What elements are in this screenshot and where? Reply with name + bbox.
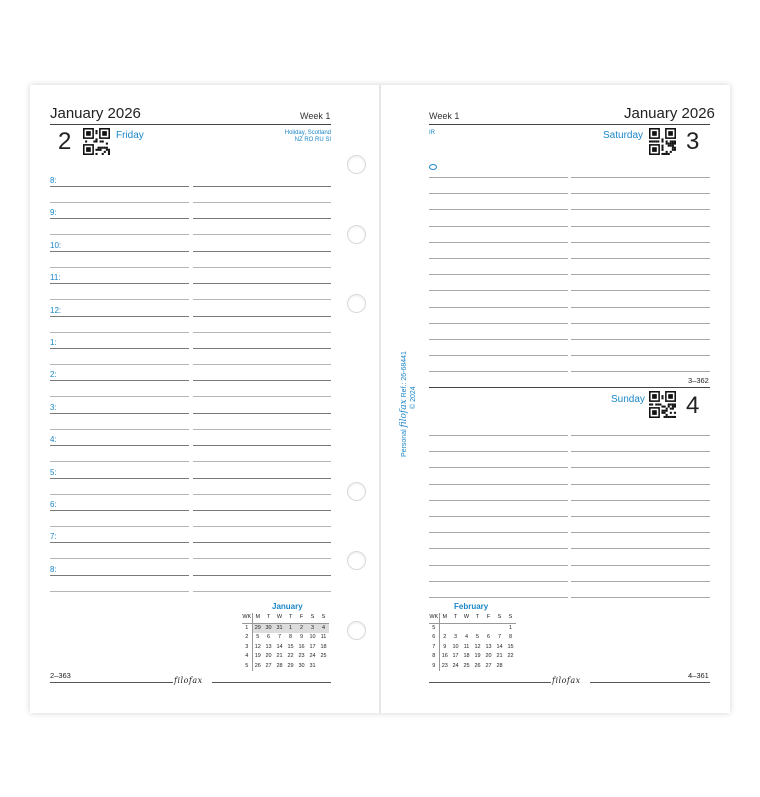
calendar-day-cell: 13: [485, 643, 492, 650]
writing-line: [193, 316, 331, 317]
saturday-name: Saturday: [603, 130, 644, 141]
calendar-header-cell: W: [274, 613, 285, 623]
writing-line: [193, 494, 331, 495]
writing-line: [571, 355, 710, 356]
calendar-day-cell: 8: [288, 634, 293, 640]
writing-line: [571, 290, 710, 291]
writing-line: [50, 510, 189, 511]
calendar-day-cell: 28: [276, 662, 283, 669]
time-label: 4:: [50, 435, 57, 445]
calendar-day-cell: 26: [474, 662, 481, 669]
calendar-day-cell: 15: [287, 643, 294, 650]
calendar-day-cell: 27: [265, 662, 272, 669]
writing-line: [50, 234, 189, 235]
writing-line: [50, 494, 189, 495]
writing-line: [429, 500, 568, 501]
calendar-day-cell: 29: [287, 662, 294, 669]
writing-line: [50, 526, 189, 527]
calendar-day-cell: 28: [496, 662, 503, 669]
writing-line: [50, 591, 189, 592]
calendar-day-cell: [450, 623, 461, 633]
writing-line: [571, 226, 710, 227]
writing-line: [193, 202, 331, 203]
writing-line: [429, 581, 568, 582]
writing-line: [429, 548, 568, 549]
calendar-header-cell: T: [285, 613, 296, 623]
qr-code-icon: [649, 128, 676, 155]
calendar-day-cell: 14: [496, 643, 503, 650]
writing-line: [571, 307, 710, 308]
week-number-cell: 7: [429, 643, 439, 653]
calendar-day-cell: 5: [256, 634, 260, 640]
week-number-cell: 5: [242, 662, 252, 672]
page-footer-number: 4–361: [688, 671, 709, 680]
calendar-day-cell: 4: [464, 634, 469, 640]
writing-line: [429, 274, 568, 275]
calendar-day-cell: 22: [507, 653, 514, 659]
writing-line: [50, 575, 189, 576]
time-label: 8:: [50, 564, 57, 574]
footer-rule: [50, 682, 173, 683]
writing-line: [429, 226, 568, 227]
writing-line: [429, 209, 568, 210]
writing-line: [429, 339, 568, 340]
writing-line: [193, 364, 331, 365]
calendar-header-cell: S: [505, 613, 516, 623]
day-name: Friday: [116, 130, 144, 141]
week-number-cell: 5: [429, 623, 439, 633]
writing-line: [50, 413, 189, 414]
calendar-day-cell: [472, 623, 483, 633]
writing-line: [429, 516, 568, 517]
calendar-day-cell: 16: [441, 653, 448, 659]
writing-line: [571, 242, 710, 243]
writing-line: [50, 396, 189, 397]
calendar-day-cell: 18: [320, 643, 327, 650]
calendar-day-cell: 13: [265, 643, 272, 650]
calendar-day-cell: 27: [485, 662, 492, 669]
binder-hole: [347, 294, 366, 313]
writing-line: [571, 597, 710, 598]
calendar-day-cell: 20: [265, 653, 272, 659]
writing-line: [193, 218, 331, 219]
calendar-day-cell: 25: [463, 662, 470, 669]
page-footer-number: 2–363: [50, 671, 71, 680]
time-label: 1:: [50, 338, 57, 347]
writing-line: [50, 316, 189, 317]
writing-line: [429, 565, 568, 566]
qr-code-icon: [83, 128, 110, 155]
writing-line: [571, 435, 710, 436]
month-title: January 2026: [624, 105, 715, 122]
month-title: January 2026: [50, 105, 141, 122]
writing-line: [571, 274, 710, 275]
calendar-day-cell: 24: [309, 653, 316, 659]
spine-size: Personal: [401, 429, 408, 457]
writing-line: [50, 283, 189, 284]
writing-line: [429, 451, 568, 452]
writing-line: [193, 445, 331, 446]
writing-line: [50, 348, 189, 349]
calendar-header-cell: M: [252, 613, 263, 623]
calendar-day-cell: 12: [474, 643, 481, 650]
calendar-day-cell: 30: [263, 623, 274, 633]
calendar-day-cell: 6: [266, 634, 271, 640]
calendar-day-cell: 29: [252, 623, 263, 633]
calendar-day-cell: 11: [463, 643, 470, 650]
week-number-cell: 1: [242, 623, 252, 633]
calendar-day-cell: 31: [309, 662, 316, 669]
binder-hole: [347, 621, 366, 640]
calendar-day-cell: 8: [508, 634, 513, 640]
calendar-header-cell: F: [483, 613, 494, 623]
saturday-footer-number: 3–362: [688, 376, 709, 385]
writing-line: [50, 218, 189, 219]
mini-calendar-title: February: [454, 602, 489, 611]
sunday-number: 4: [686, 392, 700, 419]
writing-line: [193, 234, 331, 235]
calendar-header-cell: T: [450, 613, 461, 623]
writing-line: [571, 371, 710, 372]
writing-line: [193, 526, 331, 527]
circle-marker-icon: [429, 164, 437, 170]
writing-line: [571, 516, 710, 517]
calendar-day-cell: 23: [298, 653, 305, 659]
calendar-day-cell: 1: [508, 624, 513, 631]
spine-copyright: © 2024: [410, 386, 417, 409]
writing-line: [193, 267, 331, 268]
calendar-header-cell: W: [461, 613, 472, 623]
calendar-day-cell: 19: [254, 653, 261, 659]
time-label: 3:: [50, 402, 57, 412]
left-page: [30, 85, 379, 713]
writing-line: [193, 299, 331, 300]
writing-line: [429, 307, 568, 308]
writing-line: [193, 251, 331, 252]
time-label: 5:: [50, 467, 57, 477]
writing-line: [193, 380, 331, 381]
calendar-day-cell: 31: [274, 623, 285, 633]
calendar-day-cell: [483, 623, 494, 633]
writing-line: [571, 209, 710, 210]
time-label: 8:: [50, 176, 57, 185]
footer-rule: [212, 682, 331, 683]
sunday-name: Sunday: [611, 394, 645, 405]
writing-line: [571, 548, 710, 549]
writing-line: [571, 258, 710, 259]
calendar-day-cell: 23: [441, 662, 448, 669]
calendar-header-cell: T: [263, 613, 274, 623]
calendar-day-cell: 19: [474, 653, 481, 659]
writing-line: [193, 332, 331, 333]
calendar-day-cell: 2: [443, 634, 447, 640]
mini-calendar-table: [242, 613, 329, 671]
mini-calendar-january: [242, 602, 342, 672]
calendar-day-cell: [505, 662, 516, 672]
calendar-day-cell: 26: [254, 662, 261, 669]
calendar-day-cell: 9: [299, 634, 304, 640]
writing-line: [50, 299, 189, 300]
writing-line: [429, 193, 568, 194]
qr-code-icon: [649, 391, 676, 418]
writing-line: [429, 290, 568, 291]
writing-line: [50, 542, 189, 543]
writing-line: [50, 558, 189, 559]
writing-line: [50, 364, 189, 365]
time-label: 7:: [50, 532, 57, 542]
writing-line: [571, 177, 710, 178]
calendar-day-cell: 12: [254, 643, 261, 650]
writing-line: [429, 467, 568, 468]
binder-hole: [347, 155, 366, 174]
calendar-day-cell: 17: [452, 653, 459, 659]
mini-calendar-title: January: [272, 602, 303, 611]
mini-calendar-february: [429, 602, 529, 672]
writing-line: [571, 339, 710, 340]
time-label: 9:: [50, 208, 57, 218]
writing-line: [429, 484, 568, 485]
time-label: 6:: [50, 500, 57, 509]
writing-line: [571, 565, 710, 566]
time-label: 12:: [50, 305, 62, 315]
writing-line: [193, 542, 331, 543]
planner-spread: [30, 85, 730, 713]
writing-line: [429, 532, 568, 533]
writing-line: [429, 258, 568, 259]
writing-line: [193, 429, 331, 430]
calendar-day-cell: [461, 623, 472, 633]
brand-logo: filofax: [552, 676, 581, 685]
calendar-day-cell: 3: [453, 634, 458, 640]
calendar-day-cell: 1: [285, 623, 296, 633]
writing-line: [50, 478, 189, 479]
writing-line: [193, 413, 331, 414]
writing-line: [193, 461, 331, 462]
writing-line: [193, 186, 331, 187]
spine-ref: Ref.: 26-68441: [401, 351, 408, 398]
calendar-day-cell: [318, 662, 329, 672]
time-label: 11:: [50, 273, 61, 283]
writing-line: [193, 283, 331, 284]
calendar-header-cell: S: [494, 613, 505, 623]
calendar-day-cell: 20: [485, 653, 492, 659]
right-page: [381, 85, 730, 713]
writing-line: [50, 429, 189, 430]
week-number-cell: 8: [429, 652, 439, 662]
calendar-day-cell: [439, 623, 450, 633]
calendar-header-cell: WK: [429, 613, 439, 623]
calendar-day-cell: 24: [452, 662, 459, 669]
sunday-divider: [429, 387, 710, 388]
writing-line: [571, 451, 710, 452]
calendar-day-cell: 10: [452, 643, 459, 650]
calendar-day-cell: [494, 623, 505, 633]
writing-line: [50, 202, 189, 203]
calendar-day-cell: 21: [496, 653, 503, 659]
calendar-day-cell: 18: [463, 653, 470, 659]
writing-line: [193, 558, 331, 559]
writing-line: [193, 510, 331, 511]
writing-line: [571, 193, 710, 194]
calendar-day-cell: 15: [507, 643, 514, 650]
holiday-note: Holiday, Scotland: [284, 130, 331, 136]
writing-line: [50, 461, 189, 462]
time-label: 10:: [50, 240, 62, 250]
binder-hole: [347, 482, 366, 501]
footer-rule: [429, 682, 551, 683]
writing-line: [50, 251, 189, 252]
writing-line: [571, 484, 710, 485]
calendar-header-cell: T: [472, 613, 483, 623]
saturday-number: 3: [686, 128, 700, 155]
writing-line: [50, 380, 189, 381]
calendar-day-cell: 10: [309, 634, 316, 640]
binder-hole: [347, 551, 366, 570]
calendar-day-cell: 9: [443, 643, 447, 650]
calendar-day-cell: 14: [276, 643, 283, 650]
calendar-day-cell: 17: [309, 643, 316, 650]
writing-line: [429, 597, 568, 598]
footer-rule: [590, 682, 710, 683]
calendar-header-cell: F: [296, 613, 307, 623]
week-number-cell: 6: [429, 633, 439, 643]
writing-line: [429, 355, 568, 356]
writing-line: [429, 242, 568, 243]
calendar-day-cell: 3: [307, 623, 318, 633]
day-number: 2: [58, 128, 72, 155]
writing-line: [50, 267, 189, 268]
writing-line: [571, 532, 710, 533]
header-rule: [429, 124, 710, 125]
week-label: Week 1: [429, 111, 460, 121]
brand-logo: filofax: [174, 676, 203, 685]
mini-calendar-table: [429, 613, 516, 671]
writing-line: [193, 575, 331, 576]
calendar-day-cell: 25: [320, 653, 327, 659]
calendar-day-cell: 4: [318, 623, 329, 633]
calendar-header-cell: S: [307, 613, 318, 623]
calendar-day-cell: 5: [475, 634, 480, 640]
week-number-cell: 4: [242, 652, 252, 662]
calendar-day-cell: 6: [486, 634, 491, 640]
calendar-day-cell: 22: [287, 653, 294, 659]
calendar-day-cell: 21: [276, 653, 283, 659]
writing-line: [571, 467, 710, 468]
writing-line: [571, 581, 710, 582]
writing-line: [429, 177, 568, 178]
writing-line: [193, 478, 331, 479]
calendar-header-cell: S: [318, 613, 329, 623]
calendar-day-cell: 11: [320, 634, 327, 640]
time-label: 2:: [50, 370, 57, 380]
writing-line: [571, 323, 710, 324]
writing-line: [429, 323, 568, 324]
ir-mark: IR: [429, 130, 435, 136]
writing-line: [50, 332, 189, 333]
week-number-cell: 9: [429, 662, 439, 672]
calendar-day-cell: 2: [296, 623, 307, 633]
spine-brand: filofax: [399, 399, 409, 428]
holiday-info: [231, 130, 331, 144]
writing-line: [50, 186, 189, 187]
calendar-day-cell: 7: [497, 634, 502, 640]
week-number-cell: 3: [242, 643, 252, 653]
week-label: Week 1: [300, 111, 331, 121]
header-rule: [50, 124, 331, 125]
writing-line: [429, 371, 568, 372]
writing-line: [50, 445, 189, 446]
binder-hole: [347, 225, 366, 244]
week-number-cell: 2: [242, 633, 252, 643]
writing-line: [571, 500, 710, 501]
calendar-header-cell: M: [439, 613, 450, 623]
spine-imprint: [399, 351, 409, 457]
calendar-header-cell: WK: [242, 613, 252, 623]
calendar-day-cell: 30: [298, 662, 305, 669]
calendar-day-cell: 7: [277, 634, 282, 640]
holiday-countries: NZ RO RU SI: [294, 137, 331, 143]
writing-line: [193, 591, 331, 592]
writing-line: [193, 396, 331, 397]
calendar-day-cell: 16: [298, 643, 305, 650]
writing-line: [429, 435, 568, 436]
writing-line: [193, 348, 331, 349]
